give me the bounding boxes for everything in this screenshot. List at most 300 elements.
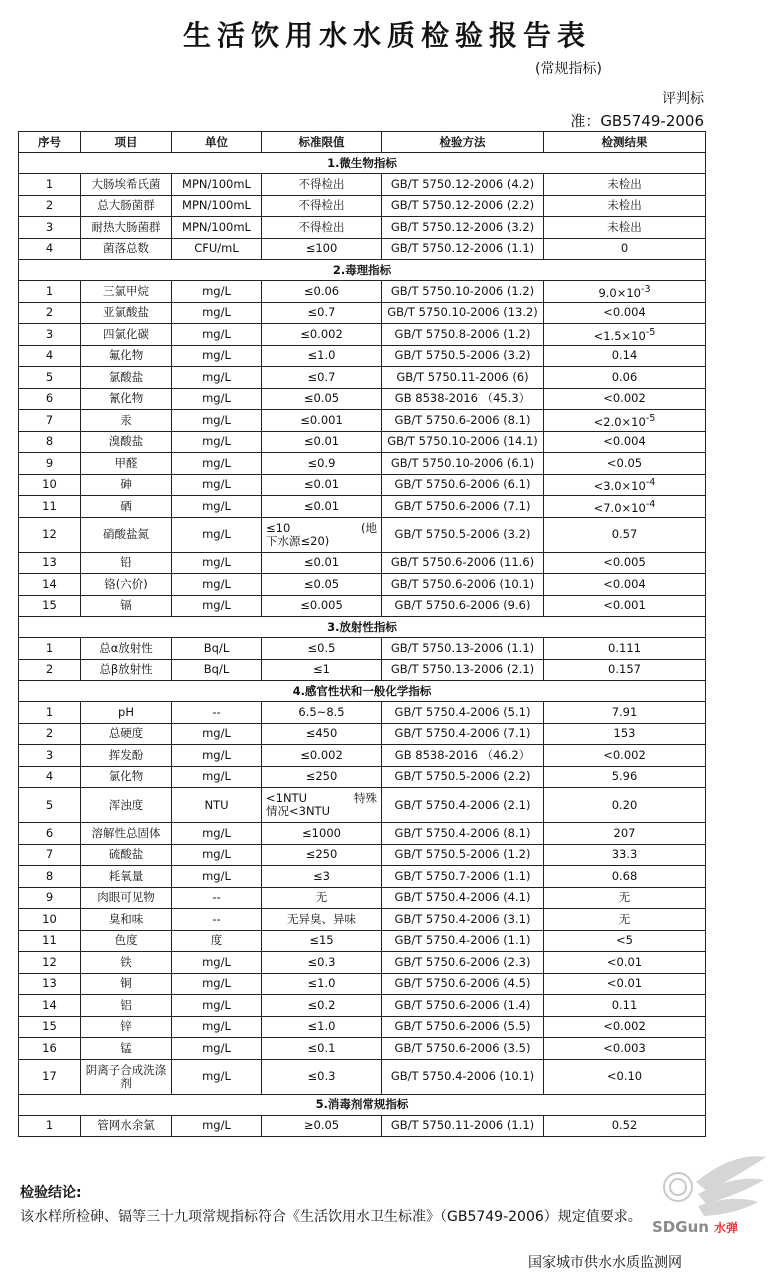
table-row: [19, 766, 706, 788]
row-method: GB/T 5750.6-2006 (8.1): [382, 410, 544, 432]
row-no: 5: [19, 367, 81, 389]
report-subtitle: (常规指标): [535, 61, 602, 77]
row-limit: ≤0.05: [262, 388, 382, 410]
result-exponent: -5: [645, 412, 656, 424]
table-row: [19, 302, 706, 324]
row-limit: ≥0.05: [262, 1115, 382, 1137]
result-value: 9.0×10: [598, 285, 641, 300]
row-limit: ≤0.001: [262, 410, 382, 432]
row-unit: mg/L: [172, 823, 262, 845]
row-method: GB/T 5750.7-2006 (1.1): [382, 866, 544, 888]
row-limit: ≤450: [262, 723, 382, 745]
section-title: 4.感官性状和一般化学指标: [19, 681, 706, 702]
row-item: 砷: [81, 474, 172, 496]
section-title: 1.微生物指标: [19, 153, 706, 174]
result-value: 无: [618, 911, 631, 926]
table-row: [19, 930, 706, 952]
result-value: <0.003: [603, 1040, 646, 1055]
row-limit: ≤250: [262, 766, 382, 788]
row-method: GB/T 5750.10-2006 (6.1): [382, 453, 544, 475]
row-item: 锌: [81, 1016, 172, 1038]
row-limit: ≤0.7: [262, 302, 382, 324]
row-limit: ≤0.3: [262, 1059, 382, 1094]
row-method: GB 8538-2016 （45.3）: [382, 388, 544, 410]
row-result: [544, 453, 706, 475]
row-method: GB/T 5750.10-2006 (13.2): [382, 302, 544, 324]
table-row: [19, 174, 706, 196]
row-unit: mg/L: [172, 766, 262, 788]
row-limit: 不得检出: [262, 195, 382, 217]
table-row: [19, 723, 706, 745]
result-exponent: -3: [641, 283, 651, 295]
row-item: 铜: [81, 973, 172, 995]
result-value: <0.10: [606, 1069, 643, 1083]
row-limit: ≤250: [262, 844, 382, 866]
result-value: 0.11: [611, 997, 638, 1012]
row-limit: 不得检出: [262, 217, 382, 239]
table-row: [19, 431, 706, 453]
row-no: 1: [19, 702, 81, 724]
standard-line-2: 准：GB5749-2006: [570, 112, 704, 130]
row-result: [544, 388, 706, 410]
table-row: [19, 909, 706, 931]
table-row: [19, 659, 706, 681]
row-item: 管网水余氯: [81, 1115, 172, 1137]
row-item: 浑浊度: [81, 788, 172, 823]
section-row: [19, 153, 706, 174]
row-no: 4: [19, 238, 81, 260]
row-unit: mg/L: [172, 281, 262, 303]
section-title: 3.放射性指标: [19, 617, 706, 638]
row-result: [544, 995, 706, 1017]
row-limit: ≤0.002: [262, 324, 382, 346]
limit-line-2: 情况<3NTU: [266, 804, 330, 818]
table-row: [19, 595, 706, 617]
row-unit: mg/L: [172, 324, 262, 346]
row-result: [544, 909, 706, 931]
row-result: [544, 952, 706, 974]
row-limit: ≤1.0: [262, 973, 382, 995]
row-result: [544, 574, 706, 596]
row-no: 3: [19, 324, 81, 346]
row-limit: ≤1.0: [262, 345, 382, 367]
row-item: 四氯化碳: [81, 324, 172, 346]
row-no: 15: [19, 1016, 81, 1038]
result-value: <0.001: [603, 598, 646, 613]
result-exponent: -4: [645, 477, 656, 489]
row-method: GB/T 5750.6-2006 (4.5): [382, 973, 544, 995]
row-limit: ≤0.01: [262, 431, 382, 453]
row-method: GB/T 5750.5-2006 (3.2): [382, 345, 544, 367]
row-result: [544, 745, 706, 767]
result-value: 207: [613, 825, 636, 840]
row-no: 16: [19, 1038, 81, 1060]
row-no: 7: [19, 410, 81, 432]
row-unit: mg/L: [172, 1115, 262, 1137]
table-row: [19, 195, 706, 217]
row-item: 三氯甲烷: [81, 281, 172, 303]
row-unit: MPN/100mL: [172, 195, 262, 217]
row-method: GB/T 5750.12-2006 (1.1): [382, 238, 544, 260]
row-method: GB/T 5750.4-2006 (4.1): [382, 887, 544, 909]
table-row: [19, 324, 706, 346]
table-row: [19, 745, 706, 767]
limit-part-b: 特殊: [354, 791, 377, 805]
row-unit: NTU: [172, 788, 262, 823]
row-item: 挥发酚: [81, 745, 172, 767]
row-result: [544, 474, 706, 496]
row-method: GB/T 5750.6-2006 (5.5): [382, 1016, 544, 1038]
row-unit: Bq/L: [172, 638, 262, 660]
row-limit: ≤3: [262, 866, 382, 888]
row-no: 3: [19, 217, 81, 239]
row-no: 1: [19, 281, 81, 303]
row-unit: --: [172, 887, 262, 909]
table-row: [19, 973, 706, 995]
report-title: 生活饮用水水质检验报告表: [182, 19, 591, 52]
row-result: [544, 324, 706, 346]
table-row: [19, 866, 706, 888]
row-no: 14: [19, 574, 81, 596]
row-no: 14: [19, 995, 81, 1017]
row-unit: mg/L: [172, 723, 262, 745]
row-limit: ≤1000: [262, 823, 382, 845]
row-method: GB/T 5750.5-2006 (1.2): [382, 844, 544, 866]
row-item: 氯化物: [81, 766, 172, 788]
row-no: 15: [19, 595, 81, 617]
row-result: [544, 496, 706, 518]
row-unit: MPN/100mL: [172, 174, 262, 196]
row-unit: mg/L: [172, 496, 262, 518]
result-value: 153: [613, 726, 636, 741]
result-value: 未检出: [607, 176, 642, 191]
row-limit: ≤0.01: [262, 552, 382, 574]
row-method: GB/T 5750.5-2006 (2.2): [382, 766, 544, 788]
row-method: GB/T 5750.6-2006 (11.6): [382, 552, 544, 574]
table-row: [19, 1115, 706, 1137]
row-method: GB/T 5750.6-2006 (1.4): [382, 995, 544, 1017]
row-unit: --: [172, 909, 262, 931]
standard-line-1: 评判标: [662, 91, 704, 107]
row-method: GB/T 5750.6-2006 (7.1): [382, 496, 544, 518]
result-value: 0.20: [611, 797, 638, 812]
row-result: [544, 431, 706, 453]
section-row: [19, 681, 706, 702]
row-limit: ≤0.9: [262, 453, 382, 475]
row-no: 8: [19, 866, 81, 888]
table-row: [19, 238, 706, 260]
row-method: GB/T 5750.12-2006 (2.2): [382, 195, 544, 217]
row-unit: mg/L: [172, 474, 262, 496]
row-item: 甲醛: [81, 453, 172, 475]
table-row: [19, 887, 706, 909]
row-item: 亚氯酸盐: [81, 302, 172, 324]
row-no: 9: [19, 453, 81, 475]
row-unit: mg/L: [172, 866, 262, 888]
row-no: 3: [19, 745, 81, 767]
row-method: GB/T 5750.10-2006 (14.1): [382, 431, 544, 453]
row-unit: mg/L: [172, 345, 262, 367]
header-item: 项目: [81, 132, 172, 153]
row-result: [544, 823, 706, 845]
row-limit: 不得检出: [262, 174, 382, 196]
row-method: GB/T 5750.4-2006 (3.1): [382, 909, 544, 931]
section-row: [19, 617, 706, 638]
row-unit: mg/L: [172, 952, 262, 974]
row-method: GB/T 5750.6-2006 (2.3): [382, 952, 544, 974]
row-no: 11: [19, 496, 81, 518]
result-value: 0.111: [608, 640, 641, 655]
row-result: [544, 217, 706, 239]
row-limit: ≤1: [262, 659, 382, 681]
result-value: 7.91: [611, 704, 638, 719]
table-row: [19, 474, 706, 496]
section-title: 2.毒理指标: [19, 260, 706, 281]
result-value: 无: [618, 890, 631, 905]
table-row: [19, 1059, 706, 1094]
result-value: 未检出: [607, 198, 642, 213]
limit-line-2: 下水源≤20): [266, 533, 330, 548]
row-item: 硝酸盐氮: [81, 517, 172, 552]
result-value: 33.3: [611, 847, 638, 862]
row-method: GB/T 5750.6-2006 (6.1): [382, 474, 544, 496]
row-limit: ≤0.7: [262, 367, 382, 389]
row-method: GB/T 5750.4-2006 (5.1): [382, 702, 544, 724]
row-item: 菌落总数: [81, 238, 172, 260]
result-exponent: -4: [645, 498, 656, 510]
row-unit: mg/L: [172, 388, 262, 410]
row-result: [544, 723, 706, 745]
row-item: 铁: [81, 952, 172, 974]
row-item: 总β放射性: [81, 659, 172, 681]
row-limit: ≤0.1: [262, 1038, 382, 1060]
row-unit: mg/L: [172, 1016, 262, 1038]
result-value: <0.005: [603, 555, 646, 570]
row-item: 阴离子合成洗涤剂: [81, 1059, 172, 1094]
row-unit: mg/L: [172, 1038, 262, 1060]
row-no: 13: [19, 973, 81, 995]
row-item: 总硬度: [81, 723, 172, 745]
table-row: [19, 388, 706, 410]
result-value: <0.002: [603, 391, 646, 406]
row-no: 9: [19, 887, 81, 909]
row-item: 镉: [81, 595, 172, 617]
row-method: GB/T 5750.11-2006 (1.1): [382, 1115, 544, 1137]
row-item: 肉眼可见物: [81, 887, 172, 909]
row-limit: ≤0.002: [262, 745, 382, 767]
row-limit: ≤0.5: [262, 638, 382, 660]
conclusion-text: 该水样所检砷、镉等三十九项常规指标符合《生活饮用水卫生标准》（GB5749-2006）规定值要求。: [20, 1209, 642, 1225]
result-exponent: -5: [645, 326, 656, 338]
result-value: <0.004: [603, 305, 646, 320]
row-item: 氟化物: [81, 345, 172, 367]
row-method: GB 8538-2016 （46.2）: [382, 745, 544, 767]
result-value: <2.0×10: [593, 414, 646, 429]
table-row: [19, 952, 706, 974]
table-row: [19, 345, 706, 367]
header-unit: 单位: [172, 132, 262, 153]
row-method: GB/T 5750.13-2006 (1.1): [382, 638, 544, 660]
row-method: GB/T 5750.11-2006 (6): [382, 367, 544, 389]
limit-part-a: <1NTU: [266, 791, 307, 805]
row-limit: ≤0.01: [262, 474, 382, 496]
row-limit: ≤15: [262, 930, 382, 952]
row-result: [544, 281, 706, 303]
row-no: 12: [19, 952, 81, 974]
row-result: [544, 766, 706, 788]
row-no: 8: [19, 431, 81, 453]
row-result: [544, 1059, 706, 1094]
row-no: 4: [19, 345, 81, 367]
row-no: 17: [19, 1059, 81, 1094]
row-item: 铅: [81, 552, 172, 574]
result-value: <0.01: [606, 976, 643, 991]
row-unit: mg/L: [172, 844, 262, 866]
row-result: [544, 659, 706, 681]
row-item: 锰: [81, 1038, 172, 1060]
row-method: GB/T 5750.5-2006 (3.2): [382, 517, 544, 552]
row-result: [544, 345, 706, 367]
row-no: 10: [19, 474, 81, 496]
table-row: [19, 638, 706, 660]
table-row: [19, 1038, 706, 1060]
row-unit: mg/L: [172, 973, 262, 995]
row-result: [544, 552, 706, 574]
row-method: GB/T 5750.8-2006 (1.2): [382, 324, 544, 346]
row-item: 汞: [81, 410, 172, 432]
row-unit: CFU/mL: [172, 238, 262, 260]
row-unit: MPN/100mL: [172, 217, 262, 239]
table-row: [19, 788, 706, 823]
row-no: 2: [19, 723, 81, 745]
watermark-text-a: SDGun: [652, 1218, 709, 1236]
row-limit: ≤1.0: [262, 1016, 382, 1038]
row-item: 铝: [81, 995, 172, 1017]
row-limit: [262, 517, 382, 552]
result-value: 0.52: [611, 1118, 638, 1133]
row-no: 4: [19, 766, 81, 788]
row-method: GB/T 5750.10-2006 (1.2): [382, 281, 544, 303]
limit-part-b: (地: [361, 520, 377, 535]
row-result: [544, 238, 706, 260]
result-value: <0.01: [606, 954, 643, 969]
row-result: [544, 887, 706, 909]
table-row: [19, 281, 706, 303]
table-header-row: [19, 132, 706, 153]
row-result: [544, 638, 706, 660]
organization-name: 国家城市供水水质监测网: [528, 1255, 682, 1271]
row-method: GB/T 5750.13-2006 (2.1): [382, 659, 544, 681]
row-item: 溴酸盐: [81, 431, 172, 453]
table-row: [19, 574, 706, 596]
row-result: [544, 367, 706, 389]
table-row: [19, 702, 706, 724]
row-method: GB/T 5750.4-2006 (10.1): [382, 1059, 544, 1094]
row-limit: ≤0.3: [262, 952, 382, 974]
row-method: GB/T 5750.12-2006 (4.2): [382, 174, 544, 196]
result-value: 0.157: [608, 662, 641, 677]
row-method: GB/T 5750.4-2006 (2.1): [382, 788, 544, 823]
watermark-logo: [648, 1152, 768, 1262]
result-value: 5.96: [611, 769, 638, 784]
table-row: [19, 517, 706, 552]
row-no: 11: [19, 930, 81, 952]
row-item: 总α放射性: [81, 638, 172, 660]
row-result: [544, 844, 706, 866]
header-method: 检验方法: [382, 132, 544, 153]
row-limit: ≤0.2: [262, 995, 382, 1017]
row-item: 总大肠菌群: [81, 195, 172, 217]
row-result: [544, 702, 706, 724]
row-item: 臭和味: [81, 909, 172, 931]
result-value: <0.002: [603, 1019, 646, 1034]
row-unit: mg/L: [172, 302, 262, 324]
result-value: <7.0×10: [593, 500, 646, 515]
watermark-text-b: 水弹: [714, 1221, 739, 1235]
row-no: 2: [19, 659, 81, 681]
row-method: GB/T 5750.4-2006 (1.1): [382, 930, 544, 952]
row-limit: ≤0.01: [262, 496, 382, 518]
row-no: 10: [19, 909, 81, 931]
row-method: GB/T 5750.6-2006 (3.5): [382, 1038, 544, 1060]
row-limit: ≤0.06: [262, 281, 382, 303]
row-no: 12: [19, 517, 81, 552]
table-row: [19, 410, 706, 432]
row-limit: ≤0.005: [262, 595, 382, 617]
row-unit: mg/L: [172, 453, 262, 475]
row-no: 1: [19, 638, 81, 660]
row-result: [544, 410, 706, 432]
limit-part-a: ≤10: [266, 520, 291, 535]
result-value: 0.14: [611, 348, 638, 363]
row-result: [544, 517, 706, 552]
result-value: 0.57: [611, 527, 638, 541]
row-method: GB/T 5750.6-2006 (10.1): [382, 574, 544, 596]
row-item: 色度: [81, 930, 172, 952]
row-limit: 6.5~8.5: [262, 702, 382, 724]
row-unit: 度: [172, 930, 262, 952]
row-result: [544, 302, 706, 324]
row-no: 13: [19, 552, 81, 574]
table-row: [19, 217, 706, 239]
section-row: [19, 1094, 706, 1115]
row-unit: mg/L: [172, 745, 262, 767]
row-unit: mg/L: [172, 552, 262, 574]
row-limit: 无: [262, 887, 382, 909]
row-unit: --: [172, 702, 262, 724]
row-unit: mg/L: [172, 1059, 262, 1094]
row-method: GB/T 5750.4-2006 (7.1): [382, 723, 544, 745]
row-result: [544, 174, 706, 196]
table-row: [19, 367, 706, 389]
row-no: 1: [19, 174, 81, 196]
row-item: 硫酸盐: [81, 844, 172, 866]
result-value: 0.68: [611, 868, 638, 883]
row-item: 氰化物: [81, 388, 172, 410]
table-row: [19, 496, 706, 518]
header-limit: 标准限值: [262, 132, 382, 153]
row-no: 2: [19, 302, 81, 324]
limit-line-1: [266, 522, 377, 535]
header-no: 序号: [19, 132, 81, 153]
result-value: <1.5×10: [593, 328, 646, 343]
row-method: GB/T 5750.12-2006 (3.2): [382, 217, 544, 239]
row-result: [544, 195, 706, 217]
row-item: 溶解性总固体: [81, 823, 172, 845]
row-item: 耗氧量: [81, 866, 172, 888]
water-quality-table: [18, 131, 706, 1137]
row-method: GB/T 5750.4-2006 (8.1): [382, 823, 544, 845]
